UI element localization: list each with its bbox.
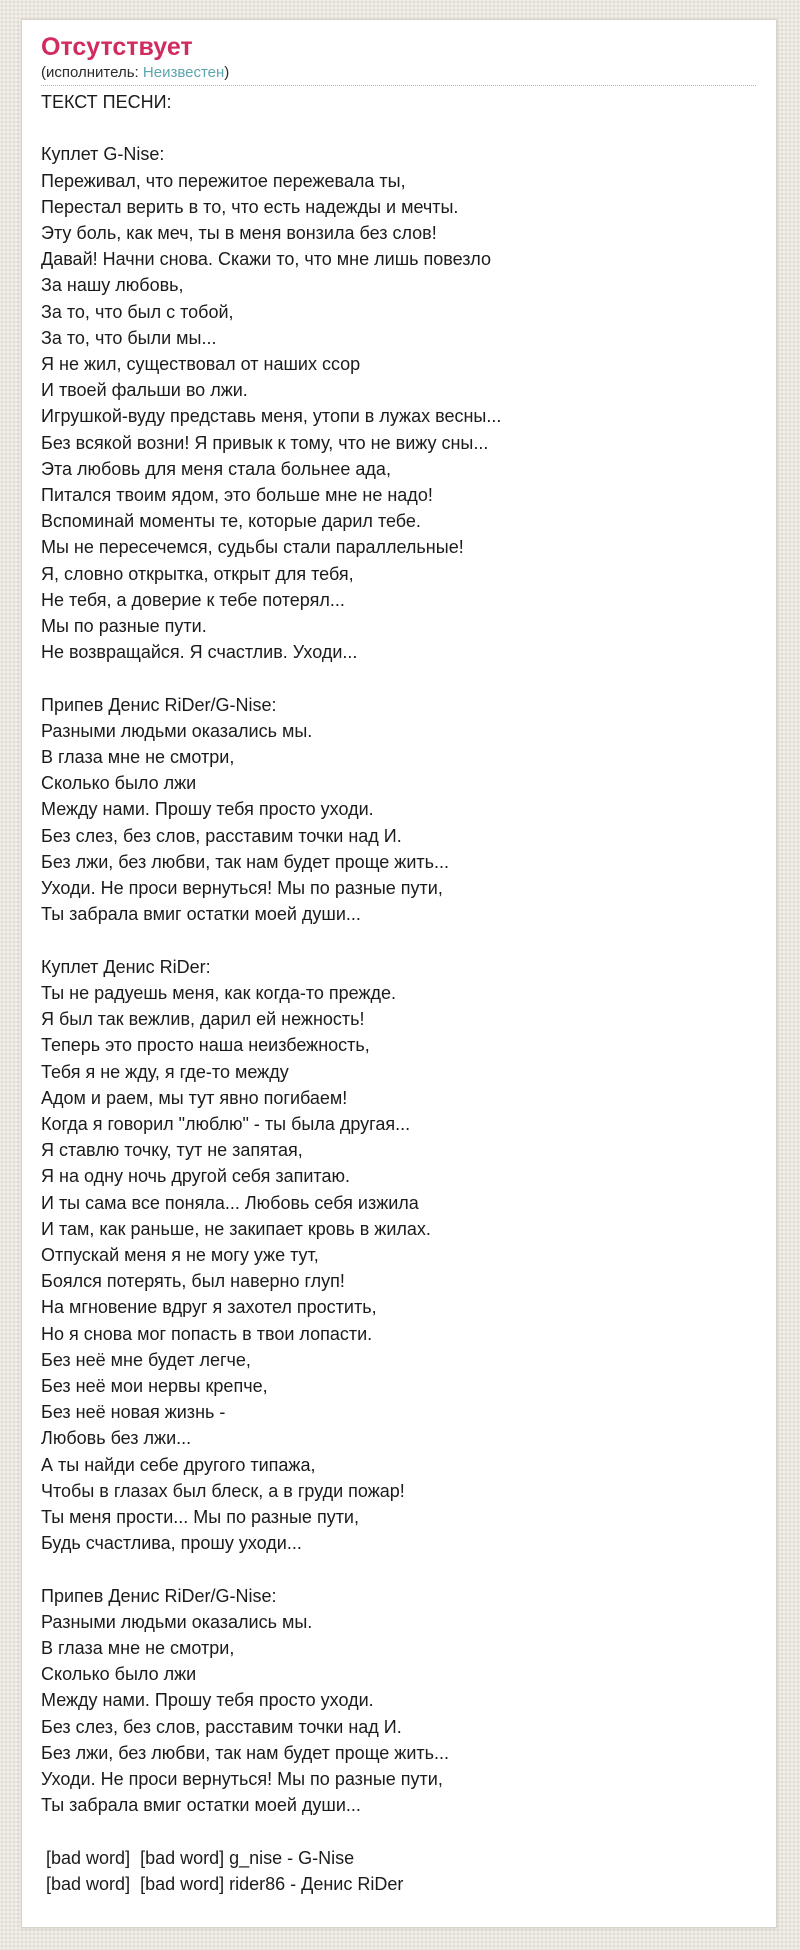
lyrics-section <box>41 89 756 1897</box>
lyric-line: Ты не радуешь меня, как когда-то прежде. <box>41 982 397 1003</box>
lyric-line: Перестал верить в то, что есть надежды и мечты. <box>41 196 459 217</box>
lyric-line: В глаза мне не смотри, <box>41 747 235 768</box>
lyric-line: Куплет Денис RiDer: <box>41 956 211 977</box>
lyric-line: Без слез, без слов, расставим точки над И. <box>41 1716 402 1737</box>
lyric-line <box>41 1818 756 1844</box>
lyric-line <box>41 115 756 141</box>
artist-line <box>41 62 756 86</box>
lyric-line: [bad word] [bad word] rider86 - Денис RiDer <box>41 1873 404 1894</box>
lyric-line: Уходи. Не проси вернуться! Мы по разные пути, <box>41 1769 443 1789</box>
lyric-line: За то, что был с тобой, <box>41 301 234 322</box>
lyric-line: Без лжи, без любви, так нам будет проще жить... <box>41 851 450 872</box>
lyric-line: Мы по разные пути. <box>41 616 207 637</box>
lyric-line: Не возвращайся. Я счастлив. Уходи... <box>41 642 358 663</box>
lyric-line: За нашу любовь, <box>41 275 184 296</box>
lyric-line: Ты забрала вмиг остатки моей души... <box>41 904 361 925</box>
lyric-line: [bad word] [bad word] g_nise - G-Nise <box>41 1847 355 1868</box>
lyric-line: Мы не пересечемся, судьбы стали параллельные! <box>41 537 464 558</box>
artist-link[interactable]: Неизвестен <box>142 64 225 81</box>
lyric-line: Припев Денис RiDer/G-Nise: <box>41 1585 277 1606</box>
lyric-line: Без неё мне будет легче, <box>41 1349 251 1370</box>
lyric-line: Будь счастлива, прошу уходи... <box>41 1533 302 1554</box>
lyric-line: А ты найди себе другого типажа, <box>41 1454 316 1475</box>
lyric-line: Адом и раем, мы тут явно погибаем! <box>41 1087 348 1108</box>
lyric-line: Вспоминай моменты те, которые дарил тебе. <box>41 511 421 532</box>
lyric-line: И твоей фальши во лжи. <box>41 380 248 401</box>
lyric-line: Не тебя, а доверие к тебе потерял... <box>41 589 345 610</box>
lyric-line: Боялся потерять, был наверно глуп! <box>41 1271 345 1292</box>
lyric-line: Любовь без лжи... <box>41 1428 192 1449</box>
lyric-line: Между нами. Прошу тебя просто уходи. <box>41 799 374 820</box>
lyric-line: Я на одну ночь другой себя запитаю. <box>41 1166 350 1187</box>
lyric-line: Теперь это просто наша неизбежность, <box>41 1035 370 1056</box>
lyric-line: Когда я говорил "люблю" - ты была другая... <box>41 1113 411 1134</box>
lyric-line: Куплет G-Nise: <box>41 144 165 165</box>
lyric-line: Без лжи, без любви, так нам будет проще жить... <box>41 1742 450 1763</box>
lyric-line: Отпускай меня я не могу уже тут, <box>41 1244 319 1265</box>
lyric-line: Разными людьми оказались мы. <box>41 720 313 741</box>
lyric-line <box>41 928 756 954</box>
lyric-line: Я не жил, существовал от наших ссор <box>41 354 361 375</box>
lyric-line: За то, что были мы... <box>41 327 217 348</box>
artist-label: (исполнитель: <box>41 64 139 81</box>
lyric-line: В глаза мне не смотри, <box>41 1637 235 1658</box>
lyric-line: Без неё новая жизнь - <box>41 1402 226 1423</box>
lyric-line: Но я снова мог попасть в твои лопасти. <box>41 1323 373 1344</box>
lyric-line: Без слез, без слов, расставим точки над И. <box>41 825 402 846</box>
lyric-line: Уходи. Не проси вернуться! Мы по разные пути, <box>41 878 443 899</box>
lyric-line: Между нами. Прошу тебя просто уходи. <box>41 1690 374 1711</box>
lyric-line: Игрушкой-вуду представь меня, утопи в лужах весны... <box>41 406 502 427</box>
lyric-line: Ты забрала вмиг остатки моей души... <box>41 1795 361 1816</box>
lyric-line: Питался твоим ядом, это больше мне не надо! <box>41 485 433 506</box>
lyric-line: Чтобы в глазах был блеск, а в груди пожар! <box>41 1480 405 1501</box>
lyric-line: Без всякой возни! Я привык к тому, что не вижу сны... <box>41 432 489 453</box>
lyric-line <box>41 665 756 691</box>
lyric-line: На мгновение вдруг я захотел простить, <box>41 1297 377 1318</box>
lyrics-section-label: ТЕКСТ ПЕСНИ: <box>41 92 172 112</box>
lyrics-text <box>41 115 756 1897</box>
lyric-line <box>41 1556 756 1582</box>
lyric-line: Ты меня прости... Мы по разные пути, <box>41 1506 359 1527</box>
lyric-line: И ты сама все поняла... Любовь себя изжила <box>41 1192 419 1213</box>
lyric-line: И там, как раньше, не закипает кровь в жилах. <box>41 1218 431 1239</box>
lyric-line: Я, словно открытка, открыт для тебя, <box>41 563 354 584</box>
lyric-line: Я ставлю точку, тут не запятая, <box>41 1140 303 1161</box>
lyric-line: Припев Денис RiDer/G-Nise: <box>41 694 277 715</box>
lyric-line: Переживал, что пережитое пережевала ты, <box>41 170 406 191</box>
lyric-line: Я был так вежлив, дарил ей нежность! <box>41 1009 365 1030</box>
lyric-line: Давай! Начни снова. Скажи то, что мне лишь повезло <box>41 249 492 270</box>
lyric-line: Сколько было лжи <box>41 1664 197 1685</box>
lyric-line: Эта любовь для меня стала больнее ада, <box>41 458 391 479</box>
lyric-line: Эту боль, как меч, ты в меня вонзила без слов! <box>41 223 437 244</box>
artist-label-close-paren: ) <box>224 64 230 81</box>
lyric-line: Без неё мои нервы крепче, <box>41 1375 268 1396</box>
lyric-line: Сколько было лжи <box>41 773 197 794</box>
lyrics-card <box>21 19 777 1928</box>
lyric-line: Разными людьми оказались мы. <box>41 1611 313 1632</box>
song-title: Отсутствует <box>41 33 193 61</box>
lyric-line: Тебя я не жду, я где-то между <box>41 1061 289 1082</box>
